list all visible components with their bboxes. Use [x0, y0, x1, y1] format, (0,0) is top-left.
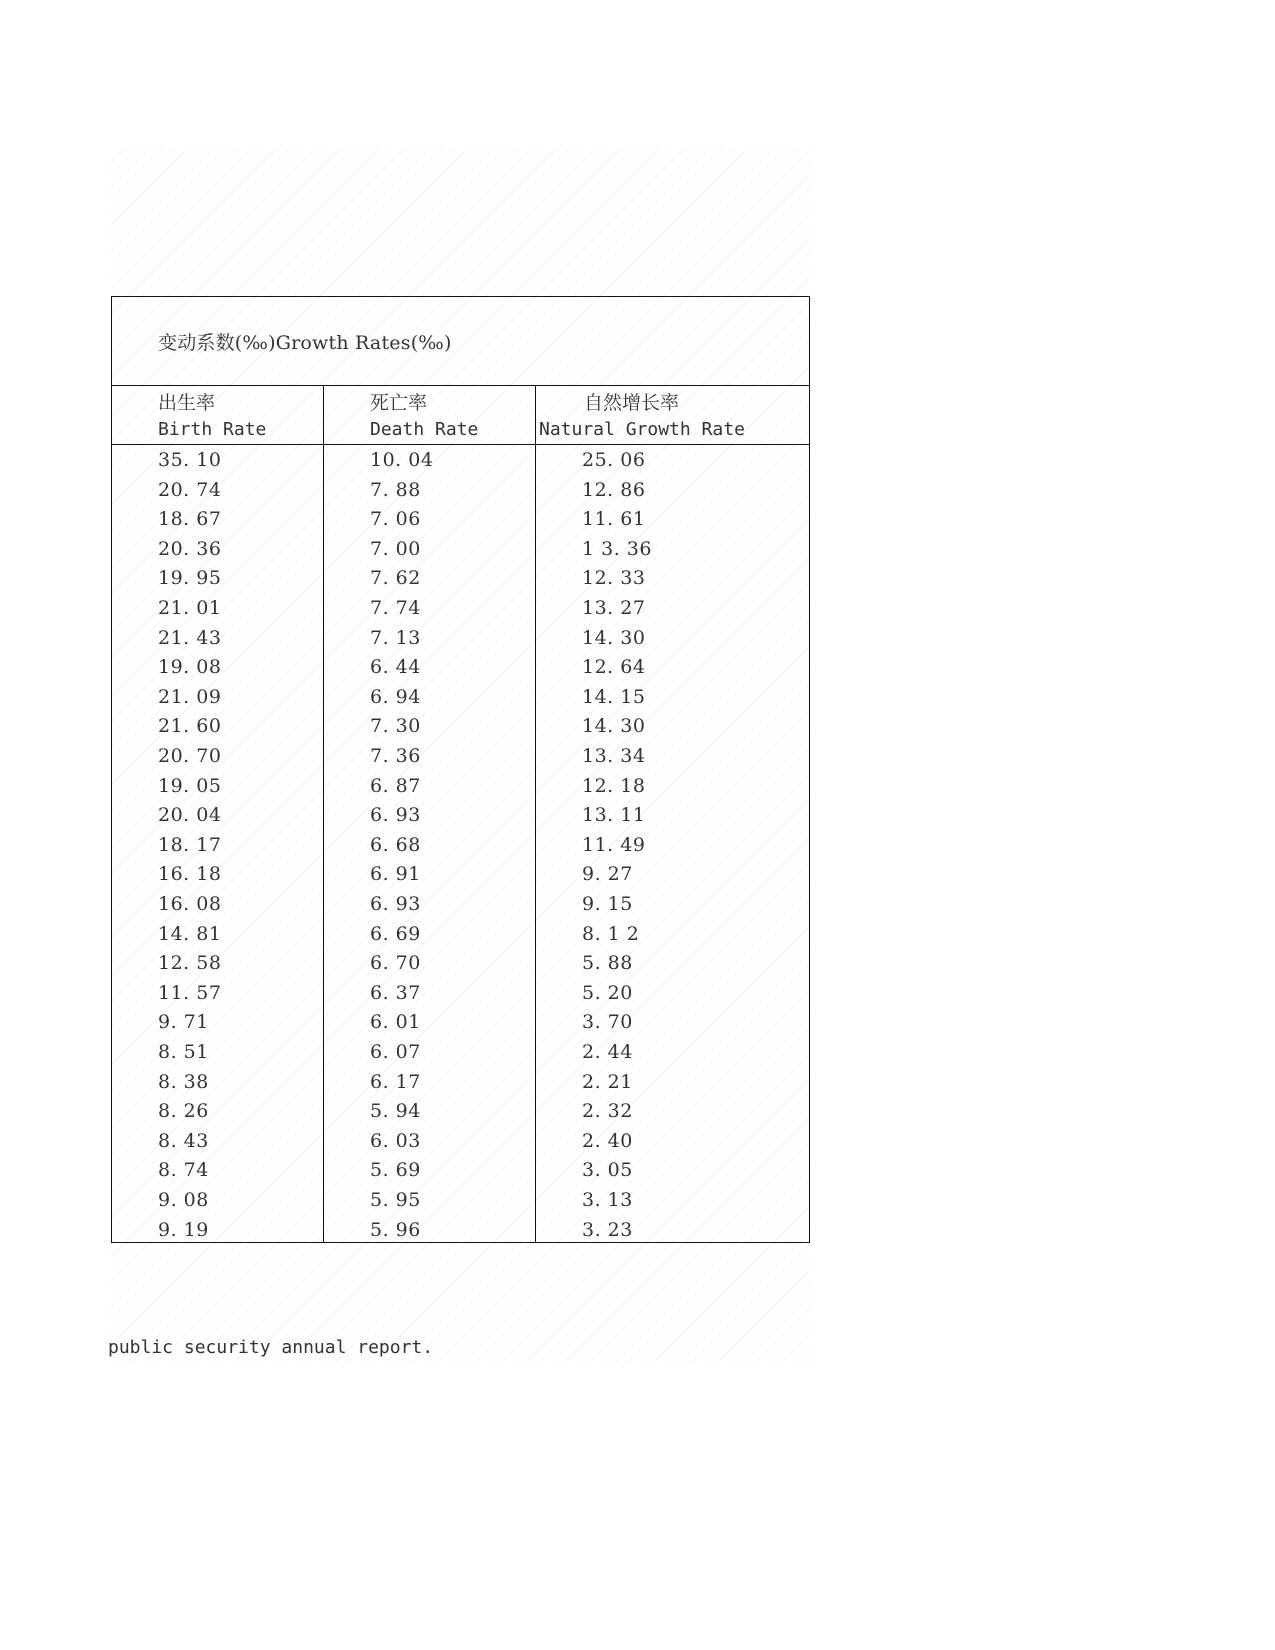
cell-natural-growth-rate: 12. 18	[582, 774, 646, 797]
cell-death-rate: 6. 68	[370, 833, 421, 856]
cell-death-rate: 6. 03	[370, 1129, 421, 1152]
cell-natural-growth-rate: 3. 13	[582, 1189, 633, 1211]
cell-death-rate: 6. 94	[370, 685, 421, 708]
table-title-row	[112, 297, 809, 386]
cell-birth-rate: 18. 67	[158, 508, 222, 531]
cell-natural-growth-rate: 3. 23	[582, 1218, 633, 1241]
table-row	[112, 919, 809, 949]
header-death-rate-zh: 死亡率	[370, 392, 428, 414]
cell-death-rate: 7. 13	[370, 626, 421, 649]
cell-death-rate: 5. 69	[370, 1159, 421, 1182]
table-row	[112, 1067, 809, 1097]
cell-natural-growth-rate: 3. 05	[582, 1159, 633, 1182]
cell-birth-rate: 8. 38	[158, 1070, 209, 1093]
cell-death-rate: 10. 04	[370, 449, 434, 471]
table-row	[112, 1126, 809, 1156]
cell-natural-growth-rate: 8. 1 2	[582, 922, 640, 945]
cell-natural-growth-rate: 13. 27	[582, 597, 646, 619]
cell-natural-growth-rate: 13. 34	[582, 745, 646, 767]
cell-natural-growth-rate: 12. 64	[582, 656, 646, 679]
table-row	[112, 623, 809, 653]
cell-natural-growth-rate: 12. 33	[582, 567, 646, 590]
cell-birth-rate: 35. 10	[158, 449, 222, 471]
table-row	[112, 800, 809, 830]
table-row	[112, 652, 809, 682]
cell-death-rate: 6. 69	[370, 922, 421, 945]
header-death-rate	[324, 386, 536, 445]
footnote: public security annual report.	[108, 1337, 434, 1358]
table-row	[112, 711, 809, 741]
table-row	[112, 1155, 809, 1185]
table-row	[112, 682, 809, 712]
cell-birth-rate: 16. 08	[158, 893, 222, 915]
cell-death-rate: 6. 07	[370, 1041, 421, 1063]
cell-birth-rate: 11. 57	[158, 981, 222, 1004]
cell-birth-rate: 21. 60	[158, 715, 222, 738]
cell-death-rate: 6. 37	[370, 981, 421, 1004]
cell-birth-rate: 8. 26	[158, 1100, 209, 1123]
table-row	[112, 1185, 809, 1215]
cell-birth-rate: 21. 01	[158, 597, 222, 619]
cell-birth-rate: 21. 09	[158, 685, 222, 708]
cell-natural-growth-rate: 2. 40	[582, 1129, 633, 1152]
header-natural-growth-rate-zh: 自然增长率	[584, 392, 680, 414]
table-row	[112, 445, 809, 475]
cell-natural-growth-rate: 1 3. 36	[582, 537, 652, 560]
cell-death-rate: 6. 44	[370, 656, 421, 679]
cell-natural-growth-rate: 14. 30	[582, 715, 646, 738]
cell-natural-growth-rate: 13. 11	[582, 804, 646, 827]
table-row	[112, 1215, 809, 1245]
cell-birth-rate: 8. 74	[158, 1159, 209, 1182]
cell-death-rate: 6. 17	[370, 1070, 421, 1093]
growth-rates-table	[111, 296, 810, 1243]
cell-natural-growth-rate: 14. 30	[582, 626, 646, 649]
cell-birth-rate: 19. 95	[158, 567, 222, 590]
cell-death-rate: 7. 36	[370, 745, 421, 767]
header-birth-rate	[112, 386, 324, 445]
cell-birth-rate: 14. 81	[158, 922, 222, 945]
table-row	[112, 504, 809, 534]
cell-birth-rate: 20. 36	[158, 537, 222, 560]
cell-birth-rate: 12. 58	[158, 952, 222, 975]
cell-death-rate: 7. 00	[370, 537, 421, 560]
header-death-rate-en: Death Rate	[370, 419, 479, 440]
cell-death-rate: 7. 06	[370, 508, 421, 531]
cell-natural-growth-rate: 9. 15	[582, 893, 633, 915]
cell-natural-growth-rate: 2. 32	[582, 1100, 633, 1123]
table-row	[112, 859, 809, 889]
table-row	[112, 948, 809, 978]
table-row	[112, 534, 809, 564]
cell-birth-rate: 9. 71	[158, 1011, 209, 1034]
header-birth-rate-zh: 出生率	[158, 392, 216, 414]
table-row	[112, 593, 809, 623]
header-natural-growth-rate	[536, 386, 811, 445]
cell-birth-rate: 20. 74	[158, 478, 222, 501]
cell-death-rate: 6. 93	[370, 804, 421, 827]
cell-birth-rate: 8. 43	[158, 1129, 209, 1152]
cell-death-rate: 7. 74	[370, 597, 421, 619]
cell-birth-rate: 16. 18	[158, 863, 222, 886]
cell-death-rate: 7. 30	[370, 715, 421, 738]
cell-birth-rate: 19. 08	[158, 656, 222, 679]
header-natural-growth-rate-en: Natural Growth Rate	[539, 419, 745, 440]
table-row	[112, 978, 809, 1008]
cell-natural-growth-rate: 9. 27	[582, 863, 633, 886]
cell-birth-rate: 9. 19	[158, 1218, 209, 1241]
cell-death-rate: 5. 95	[370, 1189, 421, 1211]
cell-natural-growth-rate: 3. 70	[582, 1011, 633, 1034]
table-row	[112, 475, 809, 505]
table-row	[112, 1037, 809, 1067]
cell-natural-growth-rate: 2. 44	[582, 1041, 633, 1063]
table-row	[112, 1096, 809, 1126]
cell-natural-growth-rate: 12. 86	[582, 478, 646, 501]
cell-death-rate: 6. 70	[370, 952, 421, 975]
cell-death-rate: 6. 91	[370, 863, 421, 886]
table-title: 变动系数(‰)Growth Rates(‰)	[158, 332, 452, 354]
cell-death-rate: 5. 96	[370, 1218, 421, 1241]
cell-natural-growth-rate: 5. 20	[582, 981, 633, 1004]
cell-death-rate: 6. 93	[370, 893, 421, 915]
cell-birth-rate: 9. 08	[158, 1189, 209, 1211]
cell-birth-rate: 20. 70	[158, 745, 222, 767]
cell-natural-growth-rate: 5. 88	[582, 952, 633, 975]
cell-birth-rate: 20. 04	[158, 804, 222, 827]
cell-death-rate: 6. 01	[370, 1011, 421, 1034]
table-row	[112, 771, 809, 801]
table-row	[112, 563, 809, 593]
cell-natural-growth-rate: 11. 61	[582, 508, 646, 531]
table-row	[112, 741, 809, 771]
cell-death-rate: 6. 87	[370, 774, 421, 797]
table-row	[112, 830, 809, 860]
cell-birth-rate: 8. 51	[158, 1041, 209, 1063]
cell-natural-growth-rate: 11. 49	[582, 833, 646, 856]
cell-natural-growth-rate: 14. 15	[582, 685, 646, 708]
cell-death-rate: 5. 94	[370, 1100, 421, 1123]
table-header-row	[112, 386, 809, 445]
cell-death-rate: 7. 62	[370, 567, 421, 590]
cell-death-rate: 7. 88	[370, 478, 421, 501]
cell-birth-rate: 19. 05	[158, 774, 222, 797]
header-birth-rate-en: Birth Rate	[158, 419, 267, 440]
cell-natural-growth-rate: 25. 06	[582, 449, 646, 471]
cell-birth-rate: 18. 17	[158, 833, 222, 856]
cell-birth-rate: 21. 43	[158, 626, 222, 649]
table-row	[112, 889, 809, 919]
cell-natural-growth-rate: 2. 21	[582, 1070, 633, 1093]
table-row	[112, 1007, 809, 1037]
